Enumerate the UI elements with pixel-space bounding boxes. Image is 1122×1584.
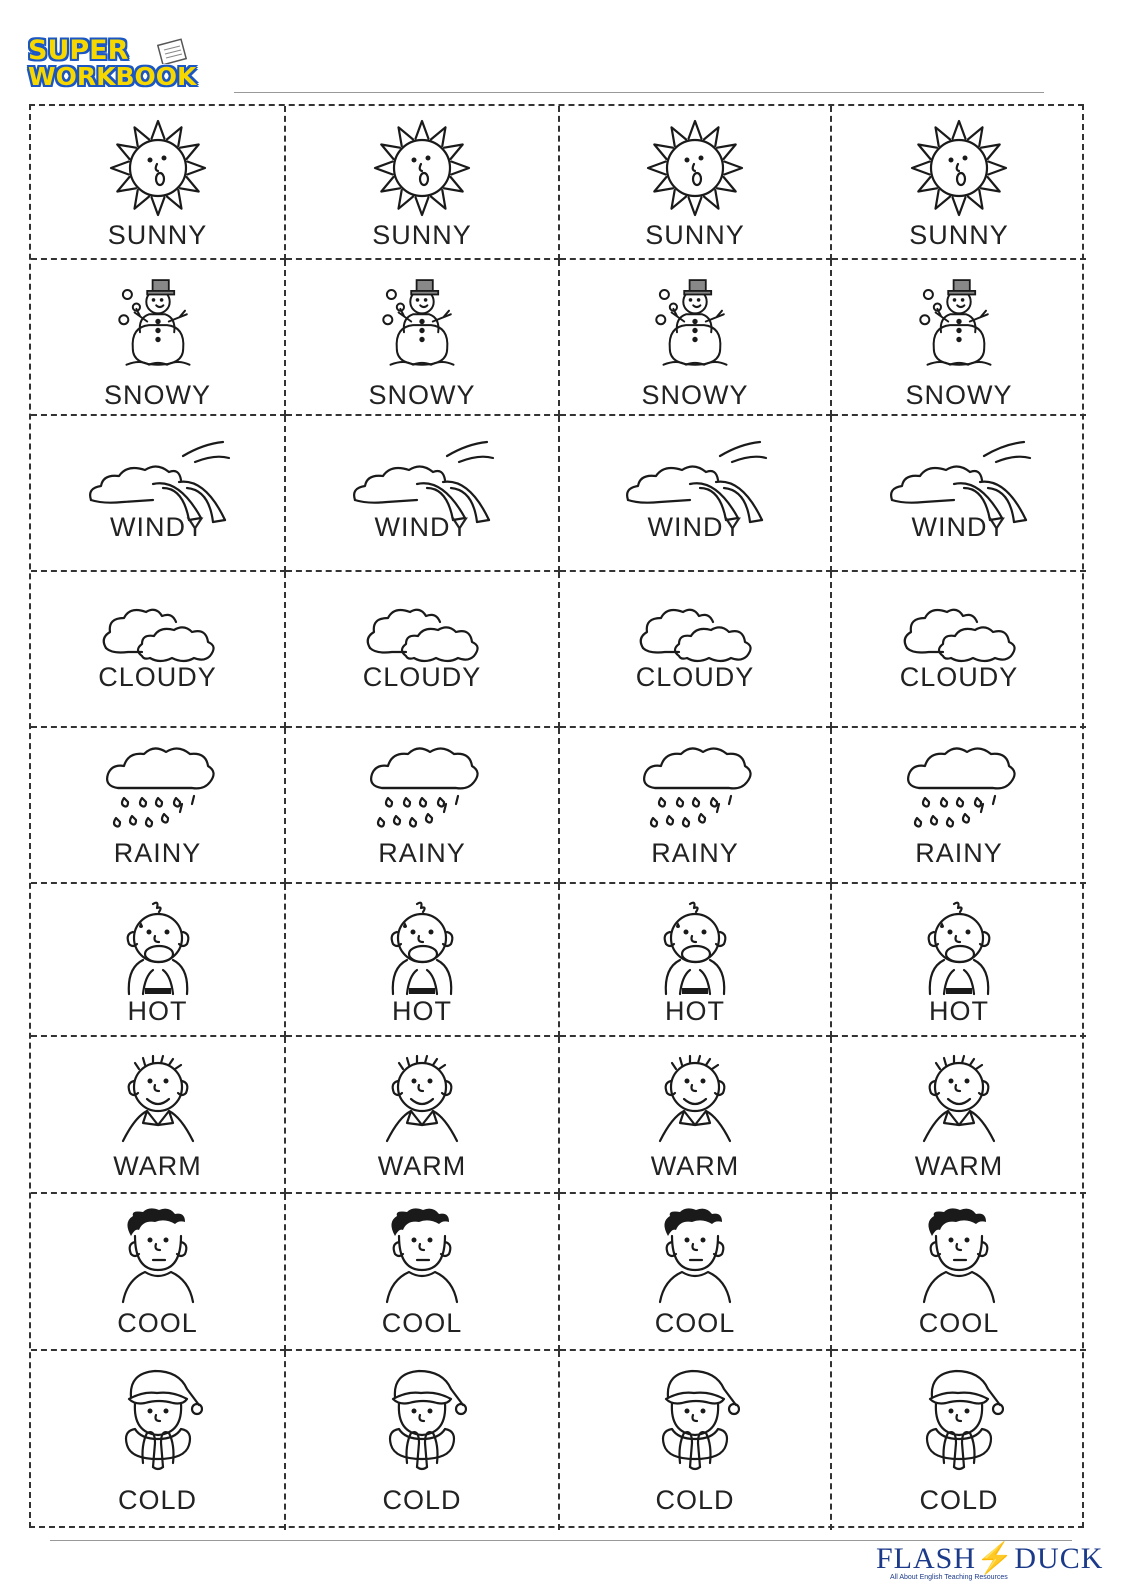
- flashcard-cold: [286, 1351, 560, 1530]
- flashcard-label: RAINY: [378, 838, 466, 868]
- snowman-icon: [377, 276, 467, 376]
- cool-face-icon: [113, 1206, 203, 1306]
- brand-part-1: FLASH: [876, 1542, 977, 1575]
- cold-face-icon: [914, 1363, 1004, 1473]
- flashcard-sunny: [832, 106, 1086, 260]
- brand-tagline: All About English Teaching Resources: [890, 1574, 1008, 1581]
- rain-cloud-icon: [98, 742, 218, 842]
- flashcard-sunny: [31, 106, 286, 260]
- flashcard-label: COLD: [919, 1485, 999, 1515]
- flashcard-cloudy: [31, 572, 286, 728]
- flashcard-label: CLOUDY: [635, 662, 755, 692]
- sun-icon: [108, 118, 208, 218]
- flashcard-label: HOT: [127, 996, 188, 1026]
- sun-icon: [909, 118, 1009, 218]
- flashcard-label: SNOWY: [103, 380, 211, 410]
- flashcard-warm: [560, 1037, 832, 1194]
- warm-face-icon: [650, 1047, 740, 1147]
- flashcard-windy: [31, 416, 286, 572]
- rain-cloud-icon: [899, 742, 1019, 842]
- cloud-icon: [98, 600, 218, 670]
- lightning-icon: ⚡: [976, 1542, 1015, 1575]
- flashcard-cold: [560, 1351, 832, 1530]
- flashcard-windy: [286, 416, 560, 572]
- sun-icon: [645, 118, 745, 218]
- flashcard-label: SUNNY: [645, 220, 745, 250]
- sun-icon: [372, 118, 472, 218]
- flashcard-label: SUNNY: [909, 220, 1009, 250]
- flashcard-windy: [560, 416, 832, 572]
- flashcard-cool: [560, 1194, 832, 1351]
- flashcard-label: SNOWY: [905, 380, 1013, 410]
- warm-face-icon: [914, 1047, 1004, 1147]
- warm-face-icon: [377, 1047, 467, 1147]
- cloud-icon: [635, 600, 755, 670]
- flashcard-label: WINDY: [647, 512, 743, 542]
- flashcard-label: WINDY: [374, 512, 470, 542]
- flashcard-label: RAINY: [651, 838, 739, 868]
- cool-face-icon: [914, 1206, 1004, 1306]
- flashcard-grid: [29, 104, 1084, 1528]
- flashcard-cloudy: [286, 572, 560, 728]
- flashcard-sunny: [286, 106, 560, 260]
- super-workbook-logo: [28, 35, 228, 96]
- flashcard-label: COLD: [117, 1485, 197, 1515]
- hot-face-icon: [650, 898, 740, 998]
- flashcard-cloudy: [560, 572, 832, 728]
- flashcard-label: CLOUDY: [899, 662, 1019, 692]
- flashcard-label: WARM: [650, 1151, 740, 1181]
- flashcard-label: WINDY: [911, 512, 1007, 542]
- flashcard-label: COOL: [654, 1308, 736, 1338]
- flashcard-label: SUNNY: [372, 220, 472, 250]
- flashcard-rainy: [560, 728, 832, 884]
- flashcard-hot: [286, 884, 560, 1037]
- flashcard-cool: [31, 1194, 286, 1351]
- flashcard-label: HOT: [929, 996, 989, 1026]
- flashcard-cool: [832, 1194, 1086, 1351]
- flashcard-label: SNOWY: [641, 380, 749, 410]
- flashcard-label: COOL: [918, 1308, 1000, 1338]
- flashcard-rainy: [31, 728, 286, 884]
- flashcard-hot: [832, 884, 1086, 1037]
- flashcard-cloudy: [832, 572, 1086, 728]
- cool-face-icon: [377, 1206, 467, 1306]
- cloud-icon: [362, 600, 482, 670]
- flashcard-label: SNOWY: [368, 380, 476, 410]
- flashcard-hot: [560, 884, 832, 1037]
- flashcard-cold: [31, 1351, 286, 1530]
- flashcard-warm: [31, 1037, 286, 1194]
- flashcard-snowy: [31, 260, 286, 416]
- flashcard-snowy: [560, 260, 832, 416]
- snowman-icon: [650, 276, 740, 376]
- flashcard-rainy: [832, 728, 1086, 884]
- flashcard-label: SUNNY: [107, 220, 208, 250]
- flashcard-label: RAINY: [915, 838, 1003, 868]
- hot-face-icon: [914, 898, 1004, 998]
- flashcard-cold: [832, 1351, 1086, 1530]
- flashcard-label: WARM: [914, 1151, 1004, 1181]
- snowman-icon: [914, 276, 1004, 376]
- flashcard-label: RAINY: [113, 838, 202, 868]
- cold-face-icon: [113, 1363, 203, 1473]
- flashcard-windy: [832, 416, 1086, 572]
- flashcard-rainy: [286, 728, 560, 884]
- brand-part-2: DUCK: [1014, 1542, 1104, 1575]
- flashcard-hot: [31, 884, 286, 1037]
- flashcard-warm: [832, 1037, 1086, 1194]
- flashcard-snowy: [286, 260, 560, 416]
- flashcard-label: COOL: [117, 1308, 198, 1338]
- cold-face-icon: [650, 1363, 740, 1473]
- cold-face-icon: [377, 1363, 467, 1473]
- flashcard-label: HOT: [392, 996, 452, 1026]
- hot-face-icon: [113, 898, 203, 998]
- flashcard-sunny: [560, 106, 832, 260]
- flashcard-label: CLOUDY: [98, 662, 217, 692]
- flashcard-label: HOT: [665, 996, 725, 1026]
- flashduck-brand: [876, 1542, 1104, 1584]
- flashcard-label: WARM: [377, 1151, 467, 1181]
- flashcard-cool: [286, 1194, 560, 1351]
- logo-line-1: SUPER: [28, 35, 129, 66]
- flashcard-label: COOL: [381, 1308, 463, 1338]
- footer-rule: [50, 1540, 1072, 1541]
- warm-face-icon: [113, 1047, 203, 1147]
- rain-cloud-icon: [635, 742, 755, 842]
- snowman-icon: [113, 276, 203, 376]
- logo-line-2: WORKBOOK: [28, 62, 197, 91]
- notepad-icon: [156, 38, 190, 64]
- flashcard-snowy: [832, 260, 1086, 416]
- brand-name: [876, 1542, 1104, 1575]
- hot-face-icon: [377, 898, 467, 998]
- cool-face-icon: [650, 1206, 740, 1306]
- rain-cloud-icon: [362, 742, 482, 842]
- flashcard-label: COLD: [655, 1485, 735, 1515]
- flashcard-label: WINDY: [110, 512, 205, 542]
- header-rule: [234, 92, 1044, 93]
- flashcard-label: COLD: [382, 1485, 462, 1515]
- flashcard-warm: [286, 1037, 560, 1194]
- cloud-icon: [899, 600, 1019, 670]
- flashcard-label: CLOUDY: [362, 662, 482, 692]
- flashcard-label: WARM: [113, 1151, 202, 1181]
